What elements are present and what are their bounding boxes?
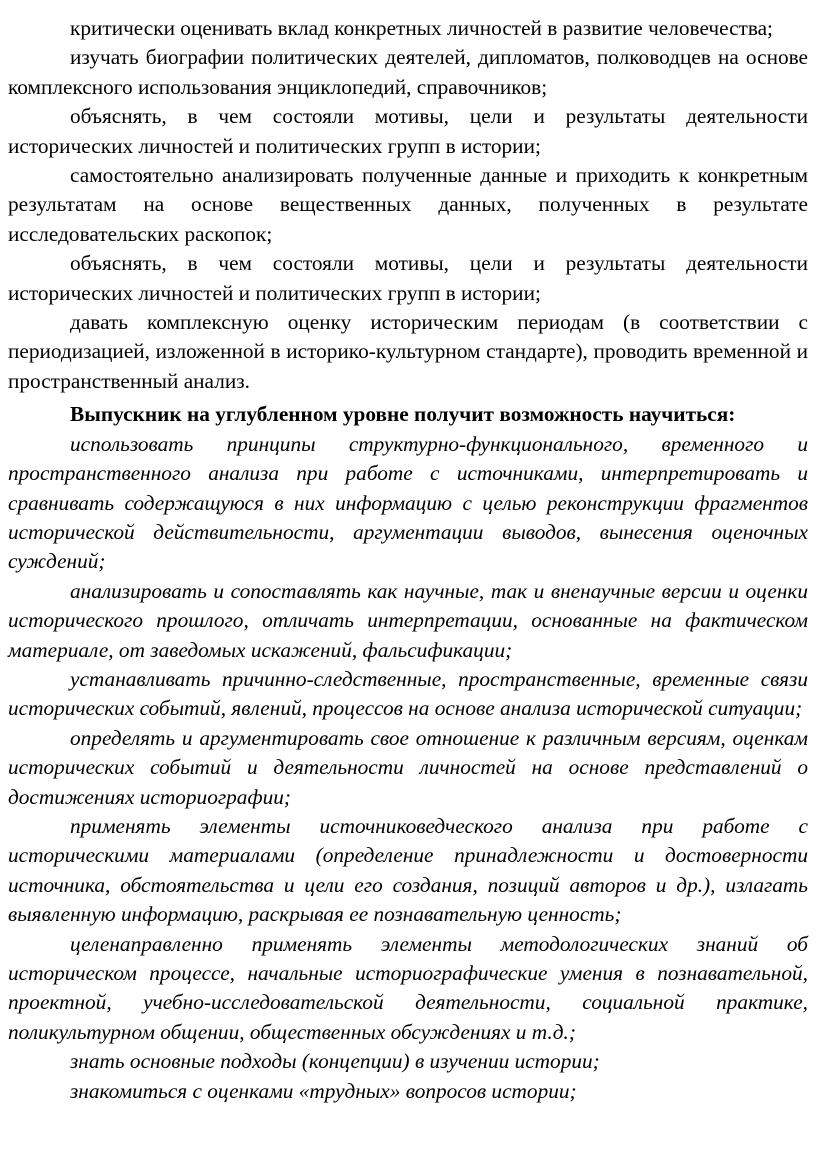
advanced-item-3: устанавливать причинно-следственные, пространственные, временные связи исторических событий, явлений, процессов на основе анализа исторической ситуации;: [8, 666, 808, 721]
advanced-item-5: применять элементы источниковедческого анализа при работе с историческими материалами (определение принадлежности и достоверности источника, обстоятельства и цели его создания, позиций авторов и др.), излагать выявленную информацию, раскрывая ее познавательную ценность;: [8, 813, 808, 927]
advanced-heading: Выпускник на углубленном уровне получит возможность научиться:: [70, 402, 736, 427]
advanced-item-6: целенаправленно применять элементы методологических знаний об историческом процессе, начальные историографические умения в познавательной, проектной, учебно-исследовательской деятельности, социальной практике, поликультурном общении, общественных обсуждениях и т.д.;: [8, 931, 808, 1044]
advanced-item-4: определять и аргументировать свое отношение к различным версиям, оценкам исторических событий и деятельности личностей на основе представлений о достижениях историографии;: [8, 725, 808, 809]
advanced-item-7: знать основные подходы (концепции) в изучении истории;: [70, 1049, 600, 1074]
basic-item-5: объяснять, в чем состояли мотивы, цели и результаты деятельности исторических личностей и политических групп в истории;: [8, 251, 808, 305]
basic-item-6: давать комплексную оценку историческим периодам (в соответствии с периодизацией, изложенной в историко-культурном стандарте), проводить временной и пространственный анализ.: [8, 310, 808, 393]
basic-item-3: объяснять, в чем состояли мотивы, цели и результаты деятельности исторических личностей и политических групп в истории;: [8, 104, 808, 158]
advanced-item-1: использовать принципы структурно-функционального, временного и пространственного анализа при работе с источниками, интерпретировать и сравнивать содержащуюся в них информацию с целью реконструкции фрагментов исторической действительности, аргументации выводов, вынесения оценочных суждений;: [8, 431, 808, 574]
advanced-item-8: знакомиться с оценками «трудных» вопросов истории;: [70, 1078, 577, 1103]
basic-item-4: самостоятельно анализировать полученные данные и приходить к конкретным результатам на основе вещественных данных, полученных в результате исследовательских раскопок;: [8, 163, 808, 246]
advanced-item-2: анализировать и сопоставлять как научные, так и вненаучные версии и оценки исторического прошлого, отличать интерпретации, основанные на фактическом материале, от заведомых искажений, фальсификации;: [8, 578, 808, 662]
basic-item-2: изучать биографии политических деятелей, дипломатов, полководцев на основе комплексного использования энциклопедий, справочников;: [8, 45, 808, 99]
basic-item-1: критически оценивать вклад конкретных личностей в развитие человечества;: [70, 16, 773, 40]
